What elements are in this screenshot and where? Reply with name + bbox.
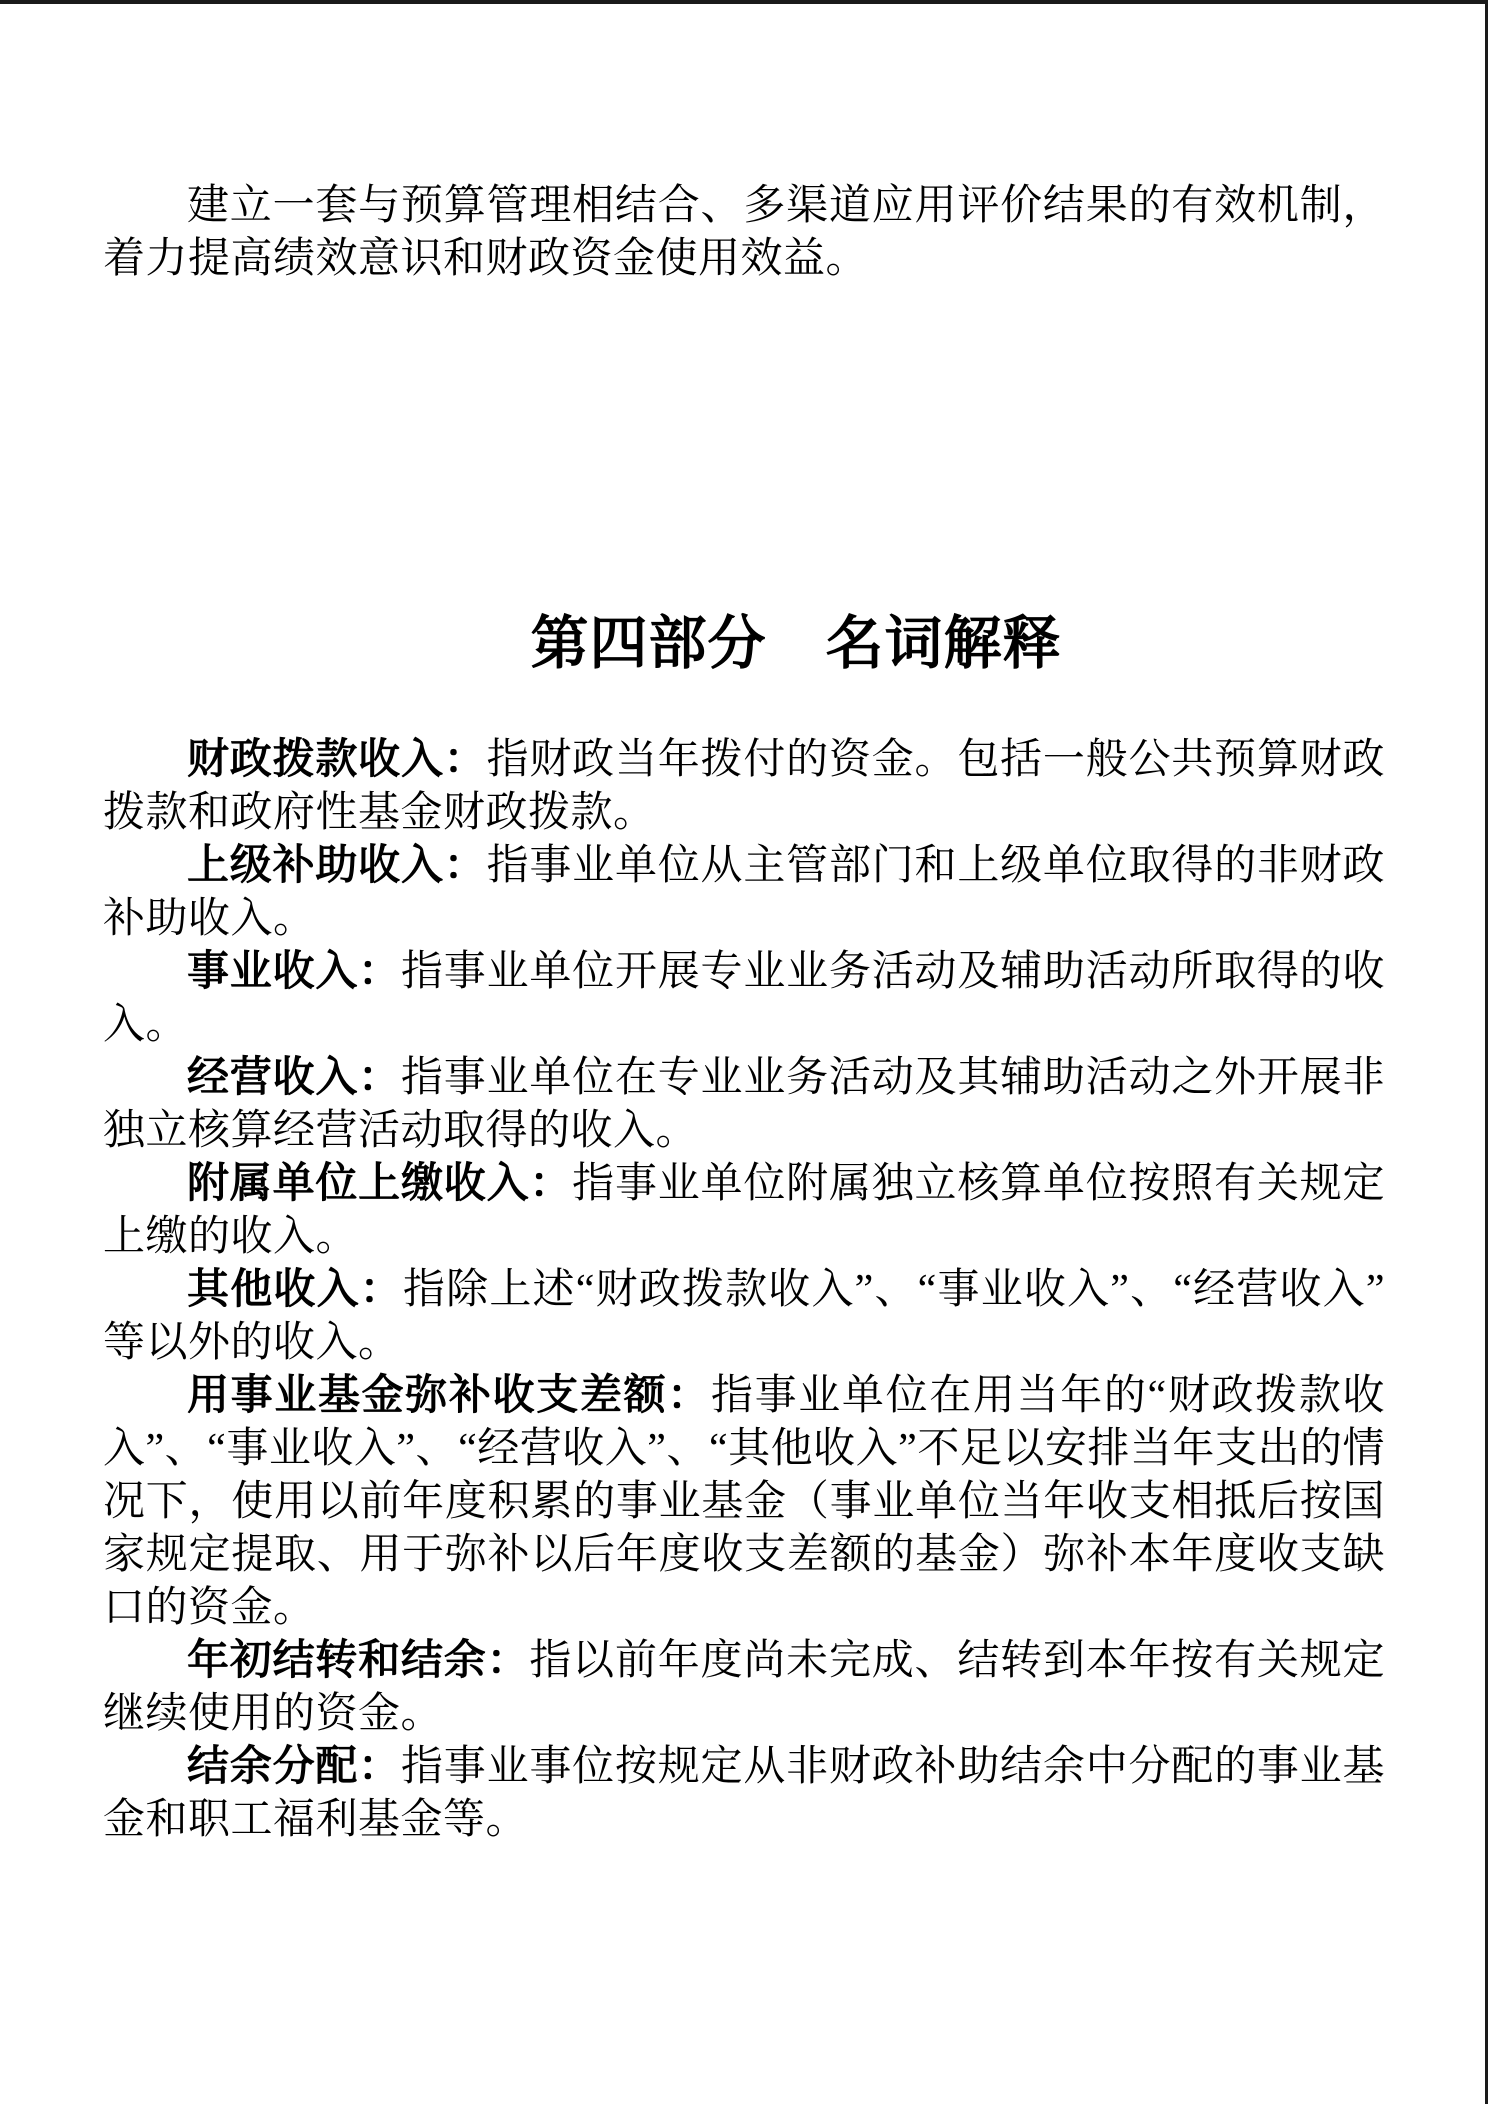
term-name: 财政拨款收入：: [187, 737, 487, 783]
term-definition: 指事业单位附属独立核算单位按照有关规定上缴的收入。: [103, 1161, 1385, 1260]
term-name: 上级补助收入：: [187, 843, 487, 889]
term-paragraph: [103, 840, 1385, 946]
term-paragraph: [103, 734, 1385, 840]
term-definition: 指事业单位从主管部门和上级单位取得的非财政补助收入。: [103, 843, 1385, 942]
section-title: 第四部分 名词解释: [530, 611, 1062, 676]
term-definition: 指事业单位在用当年的“财政拨款收入”、“事业收入”、“经营收入”、“其他收入”不足以安排当年支出的情况下，使用以前年度积累的事业基金（事业单位当年收支相抵后按国家规定提取、用于弥补以后年度收支差额的基金）弥补本年度收支缺口的资金。: [103, 1373, 1385, 1631]
term-definition: 指事业事位按规定从非财政补助结余中分配的事业基金和职工福利基金等。: [103, 1744, 1385, 1843]
term-name: 附属单位上缴收入：: [187, 1161, 573, 1207]
term-paragraph: [103, 1158, 1385, 1264]
term-paragraph: [103, 1370, 1385, 1635]
scan-edge-top: [0, 0, 1488, 4]
term-name: 用事业基金弥补收支差额：: [187, 1373, 711, 1419]
term-definition: 指除上述“财政拨款收入”、“事业收入”、“经营收入”等以外的收入。: [103, 1267, 1385, 1366]
term-name: 事业收入：: [187, 949, 401, 995]
term-paragraph: [103, 1635, 1385, 1741]
term-name: 结余分配：: [187, 1744, 401, 1790]
term-name: 其他收入：: [187, 1267, 403, 1313]
term-name: 经营收入：: [187, 1055, 401, 1101]
term-paragraph: [103, 946, 1385, 1052]
term-definition: 指财政当年拨付的资金。包括一般公共预算财政拨款和政府性基金财政拨款。: [103, 737, 1385, 836]
term-definition: 指事业单位开展专业业务活动及辅助活动所取得的收入。: [103, 949, 1385, 1048]
term-paragraph: [103, 1052, 1385, 1158]
glossary-terms: [103, 734, 1385, 1847]
term-paragraph: [103, 1741, 1385, 1847]
intro-paragraph: 建立一套与预算管理相结合、多渠道应用评价结果的有效机制，着力提高绩效意识和财政资金使用效益。: [103, 183, 1385, 282]
term-definition: 指事业单位在专业业务活动及其辅助活动之外开展非独立核算经营活动取得的收入。: [103, 1055, 1385, 1154]
term-definition: 指以前年度尚未完成、结转到本年按有关规定继续使用的资金。: [103, 1638, 1385, 1737]
term-name: 年初结转和结余：: [187, 1638, 530, 1684]
term-paragraph: [103, 1264, 1385, 1370]
